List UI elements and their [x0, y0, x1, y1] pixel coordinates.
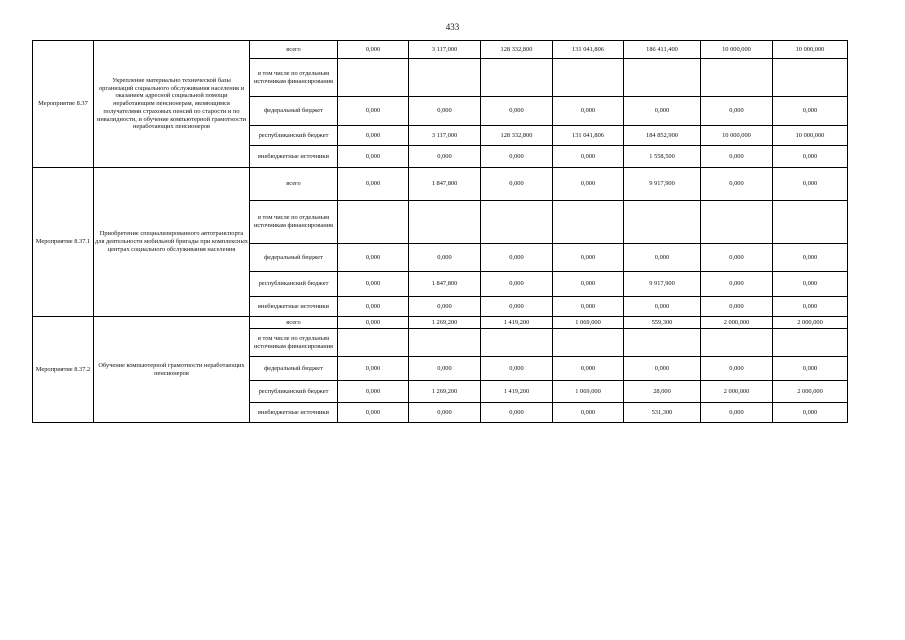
page-number: 433 — [445, 22, 460, 32]
value-cell: 131 041,806 — [553, 41, 624, 59]
value-cell: 0,000 — [553, 297, 624, 317]
value-cell: 0,000 — [701, 244, 773, 272]
value-cell — [338, 329, 409, 357]
value-cell: 2 000,000 — [701, 381, 773, 403]
value-cell: 0,000 — [481, 97, 553, 126]
value-cell: 128 332,800 — [481, 41, 553, 59]
value-cell: 9 917,900 — [624, 168, 701, 201]
value-cell — [624, 59, 701, 97]
value-cell: 9 917,900 — [624, 272, 701, 297]
value-cell: 10 000,000 — [701, 126, 773, 146]
value-cell: 559,300 — [624, 317, 701, 329]
value-cell: 0,000 — [773, 97, 848, 126]
value-cell: 531,300 — [624, 403, 701, 423]
value-cell: 10 000,000 — [773, 126, 848, 146]
value-cell: 0,000 — [553, 272, 624, 297]
value-cell — [624, 329, 701, 357]
funding-source-cell: республиканский бюджет — [250, 381, 338, 403]
description-cell: Приобретение специализированного автотранспорта для деятельности мобильной бригады при комплексных центрах социального обслуживания населения — [94, 168, 250, 317]
value-cell: 1 847,800 — [409, 272, 481, 297]
table-row — [33, 317, 848, 329]
value-cell: 1 269,200 — [409, 317, 481, 329]
value-cell: 0,000 — [701, 168, 773, 201]
value-cell — [338, 201, 409, 244]
funding-source-cell: всего — [250, 317, 338, 329]
funding-source-cell: в том числе по отдельным источникам финансирования — [250, 201, 338, 244]
value-cell: 1 069,000 — [553, 381, 624, 403]
value-cell — [773, 201, 848, 244]
value-cell: 0,000 — [624, 244, 701, 272]
value-cell — [553, 59, 624, 97]
value-cell: 0,000 — [409, 244, 481, 272]
value-cell: 0,000 — [553, 97, 624, 126]
funding-source-cell: в том числе по отдельным источникам финансирования — [250, 59, 338, 97]
value-cell: 0,000 — [481, 403, 553, 423]
value-cell — [773, 329, 848, 357]
value-cell: 0,000 — [409, 357, 481, 381]
value-cell — [553, 329, 624, 357]
value-cell — [481, 329, 553, 357]
value-cell: 0,000 — [338, 403, 409, 423]
value-cell — [338, 59, 409, 97]
value-cell: 0,000 — [773, 168, 848, 201]
value-cell: 2 000,000 — [773, 381, 848, 403]
value-cell: 0,000 — [338, 272, 409, 297]
value-cell: 10 000,000 — [701, 41, 773, 59]
value-cell — [773, 59, 848, 97]
value-cell: 0,000 — [773, 403, 848, 423]
value-cell: 0,000 — [409, 403, 481, 423]
value-cell: 2 000,000 — [773, 317, 848, 329]
value-cell — [409, 201, 481, 244]
value-cell: 0,000 — [701, 272, 773, 297]
value-cell: 0,000 — [701, 97, 773, 126]
funding-source-cell: внебюджетные источники — [250, 146, 338, 168]
value-cell: 0,000 — [409, 146, 481, 168]
value-cell: 0,000 — [701, 357, 773, 381]
value-cell: 3 117,000 — [409, 41, 481, 59]
value-cell: 0,000 — [773, 146, 848, 168]
description-cell: Укрепление материально технической базы организаций социального обслуживания населения и оказанием адресной социальной помощи неработающим пенсионерам, являющимся получателями страховых пенсий по старости и по инвалидности, и обучение компьютерной грамотности неработающих пенсионеров — [94, 41, 250, 168]
value-cell: 0,000 — [481, 168, 553, 201]
value-cell: 0,000 — [338, 146, 409, 168]
value-cell: 0,000 — [553, 146, 624, 168]
funding-source-cell: федеральный бюджет — [250, 244, 338, 272]
value-cell: 2 000,000 — [701, 317, 773, 329]
value-cell: 3 117,000 — [409, 126, 481, 146]
budget-table — [32, 40, 848, 423]
value-cell: 0,000 — [409, 297, 481, 317]
value-cell: 0,000 — [338, 357, 409, 381]
value-cell: 0,000 — [773, 244, 848, 272]
value-cell: 0,000 — [553, 168, 624, 201]
measure-cell: Мероприятие 8.37.2 — [33, 317, 94, 423]
value-cell — [624, 201, 701, 244]
funding-source-cell: федеральный бюджет — [250, 97, 338, 126]
value-cell: 0,000 — [624, 297, 701, 317]
value-cell — [409, 329, 481, 357]
value-cell — [701, 201, 773, 244]
funding-source-cell: республиканский бюджет — [250, 126, 338, 146]
value-cell: 0,000 — [481, 146, 553, 168]
value-cell: 0,000 — [338, 317, 409, 329]
measure-cell: Мероприятие 8.37 — [33, 41, 94, 168]
description-cell: Обучение компьютерной грамотности неработающих пенсионеров — [94, 317, 250, 423]
value-cell: 0,000 — [553, 244, 624, 272]
value-cell: 0,000 — [338, 381, 409, 403]
value-cell: 0,000 — [481, 272, 553, 297]
value-cell: 0,000 — [553, 357, 624, 381]
value-cell: 0,000 — [624, 357, 701, 381]
funding-source-cell: всего — [250, 41, 338, 59]
funding-source-cell: внебюджетные источники — [250, 297, 338, 317]
value-cell: 10 000,000 — [773, 41, 848, 59]
value-cell: 186 411,400 — [624, 41, 701, 59]
value-cell: 1 419,200 — [481, 317, 553, 329]
funding-source-cell: всего — [250, 168, 338, 201]
value-cell: 0,000 — [773, 297, 848, 317]
value-cell: 0,000 — [624, 97, 701, 126]
value-cell: 0,000 — [553, 403, 624, 423]
value-cell: 1 419,200 — [481, 381, 553, 403]
value-cell: 131 041,806 — [553, 126, 624, 146]
value-cell: 0,000 — [481, 297, 553, 317]
value-cell: 0,000 — [338, 126, 409, 146]
value-cell: 0,000 — [338, 41, 409, 59]
value-cell: 184 852,900 — [624, 126, 701, 146]
measure-cell: Мероприятие 8.37.1 — [33, 168, 94, 317]
value-cell: 0,000 — [338, 97, 409, 126]
value-cell — [409, 59, 481, 97]
value-cell — [481, 201, 553, 244]
value-cell — [481, 59, 553, 97]
value-cell: 0,000 — [701, 146, 773, 168]
value-cell: 1 558,500 — [624, 146, 701, 168]
value-cell: 0,000 — [481, 244, 553, 272]
table-row — [33, 41, 848, 59]
value-cell: 0,000 — [481, 357, 553, 381]
value-cell: 0,000 — [701, 403, 773, 423]
value-cell: 0,000 — [409, 97, 481, 126]
value-cell: 1 847,800 — [409, 168, 481, 201]
value-cell: 0,000 — [773, 357, 848, 381]
funding-source-cell: в том числе по отдельным источникам финансирования — [250, 329, 338, 357]
funding-source-cell: внебюджетные источники — [250, 403, 338, 423]
value-cell: 0,000 — [338, 244, 409, 272]
funding-source-cell: федеральный бюджет — [250, 357, 338, 381]
value-cell: 1 269,200 — [409, 381, 481, 403]
value-cell: 28,000 — [624, 381, 701, 403]
value-cell — [553, 201, 624, 244]
value-cell: 0,000 — [338, 168, 409, 201]
value-cell: 1 069,000 — [553, 317, 624, 329]
value-cell — [701, 59, 773, 97]
table-row — [33, 168, 848, 201]
value-cell: 128 332,800 — [481, 126, 553, 146]
value-cell: 0,000 — [773, 272, 848, 297]
funding-source-cell: республиканский бюджет — [250, 272, 338, 297]
value-cell — [701, 329, 773, 357]
value-cell: 0,000 — [338, 297, 409, 317]
value-cell: 0,000 — [701, 297, 773, 317]
